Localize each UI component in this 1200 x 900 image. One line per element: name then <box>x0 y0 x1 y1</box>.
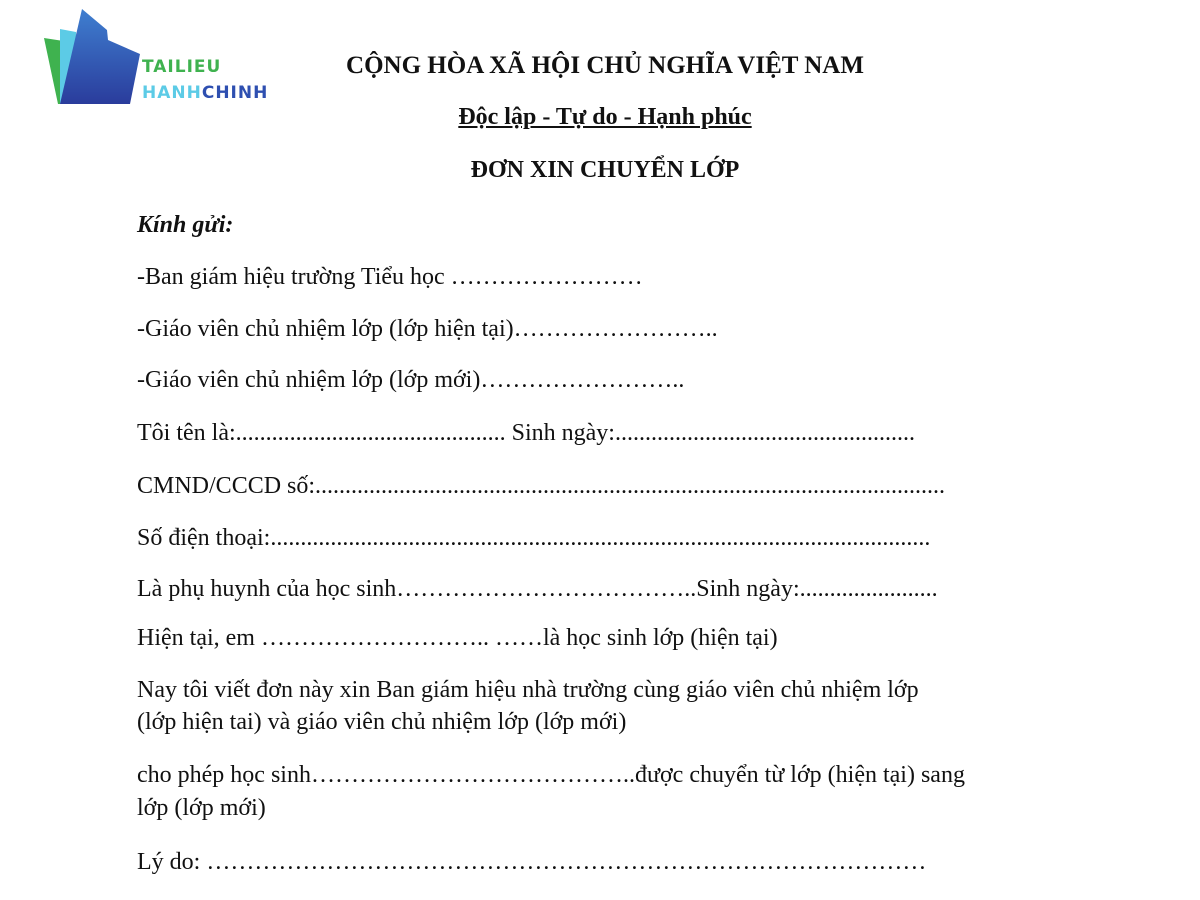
id-line: CMND/CCCD số:......................................................................................................... <box>137 473 946 499</box>
recipient-3: -Giáo viên chủ nhiệm lớp (lớp mới)…………………….. <box>137 367 685 393</box>
name-line: Tôi tên là:............................................. Sinh ngày:.................................................. <box>137 420 915 446</box>
motto <box>0 104 1200 131</box>
recipient-1: -Ban giám hiệu trường Tiểu học …………………… <box>137 264 643 290</box>
country-heading: CỘNG HÒA XÃ HỘI CHỦ NGHĨA VIỆT NAM <box>346 52 864 79</box>
parent-line: Là phụ huynh của học sinh………………………………..Sinh ngày:....................... <box>137 576 938 602</box>
recipient-2: -Giáo viên chủ nhiệm lớp (lớp hiện tại)…………………….. <box>137 316 718 342</box>
motto-text: Độc lập - Tự do - Hạnh phúc <box>458 104 752 130</box>
greeting: Kính gửi: <box>137 212 234 238</box>
reason-line: Lý do: ……………………………………………………………………………… <box>137 849 927 875</box>
logo-text-chinh: CHINH <box>201 83 269 103</box>
request-line-1: Nay tôi viết đơn này xin Ban giám hiệu nhà trường cùng giáo viên chủ nhiệm lớp <box>137 677 919 703</box>
logo-text-hanhchinh <box>142 83 268 103</box>
logo-text-hanh: HANH <box>142 83 202 103</box>
permit-line-2: lớp (lớp mới) <box>137 795 266 821</box>
phone-line: Số điện thoại:.............................................................................................................. <box>137 525 931 551</box>
document-title: ĐƠN XIN CHUYỂN LỚP <box>470 157 740 183</box>
logo-text-tailieu: TAILIEU <box>142 57 222 77</box>
permit-line-1: cho phép học sinh…………………………………..được chuyển từ lớp (hiện tại) sang <box>137 762 965 788</box>
current-class-line: Hiện tại, em ……………………….. ……là học sinh lớp (hiện tại) <box>137 625 778 651</box>
request-line-2: (lớp hiện tai) và giáo viên chủ nhiệm lớp (lớp mới) <box>137 709 627 735</box>
